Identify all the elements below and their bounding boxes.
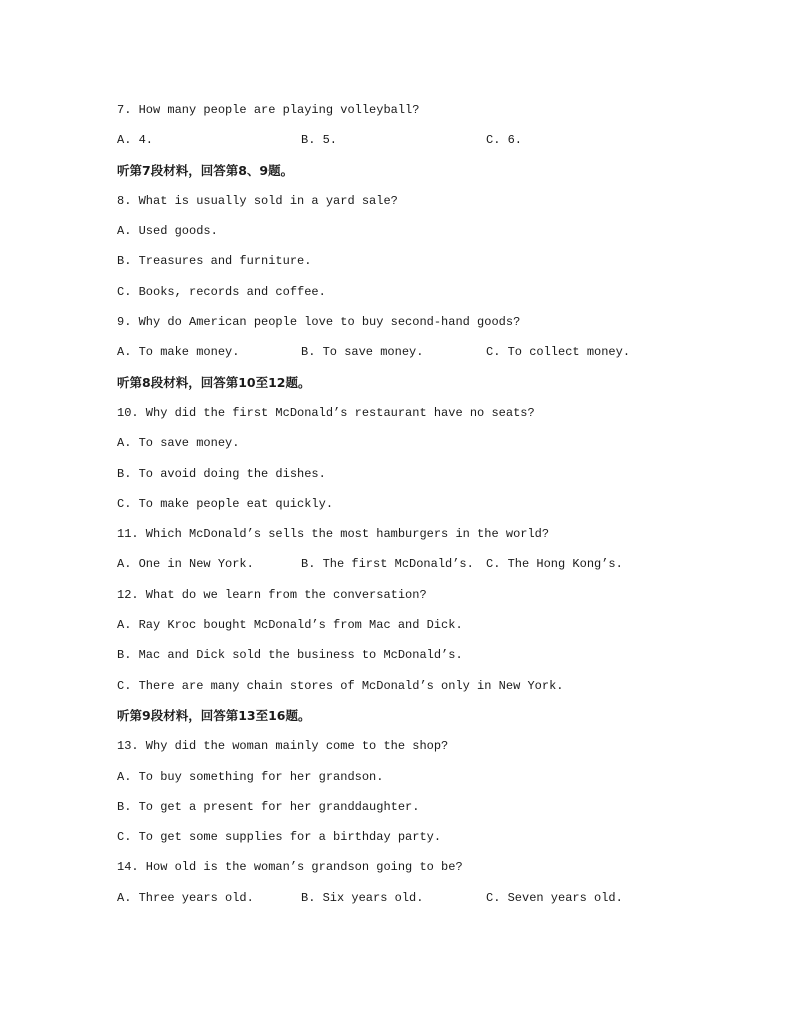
option-a: A. 4. — [117, 133, 154, 148]
question-9: 9. Why do American people love to buy second-hand goods? — [117, 315, 521, 330]
option-b: B. To save money. — [301, 345, 424, 360]
question-13: 13. Why did the woman mainly come to the shop? — [117, 739, 449, 754]
exam-page — [117, 97, 717, 915]
option-b: B. Treasures and furniture. — [117, 254, 312, 269]
option-c: C. To make people eat quickly. — [117, 496, 334, 511]
option-c: C. To collect money. — [486, 345, 631, 360]
question-11: 11. Which McDonald’s sells the most hamburgers in the world? — [117, 527, 550, 542]
option-a: A. To save money. — [117, 436, 240, 451]
section-heading-9: 听第9段材料，回答第13至16题。 — [117, 707, 311, 723]
option-c: C. To get some supplies for a birthday party. — [117, 830, 442, 845]
option-c: C. There are many chain stores of McDonald’s only in New York. — [117, 678, 564, 693]
option-c: C. The Hong Kong’s. — [486, 557, 623, 572]
question-12: 12. What do we learn from the conversation? — [117, 587, 427, 602]
option-b: B. To get a present for her granddaughter. — [117, 799, 420, 814]
question-14-options — [117, 885, 717, 915]
option-b: B. 5. — [301, 133, 338, 148]
option-a: A. Used goods. — [117, 224, 218, 239]
option-a: A. Ray Kroc bought McDonald’s from Mac and Dick. — [117, 618, 463, 633]
option-a: A. One in New York. — [117, 557, 254, 572]
section-heading-8: 听第8段材料，回答第10至12题。 — [117, 374, 311, 390]
question-11-options — [117, 551, 717, 581]
question-8: 8. What is usually sold in a yard sale? — [117, 193, 398, 208]
option-b: B. To avoid doing the dishes. — [117, 466, 326, 481]
question-7-options — [117, 127, 717, 157]
option-b: B. Six years old. — [301, 890, 424, 905]
question-10: 10. Why did the first McDonald’s restaurant have no seats? — [117, 405, 535, 420]
option-c: C. Seven years old. — [486, 890, 623, 905]
question-7: 7. How many people are playing volleyball? — [117, 103, 420, 117]
section-heading-7: 听第7段材料，回答第8、9题。 — [117, 162, 294, 178]
option-a: A. To buy something for her grandson. — [117, 769, 384, 784]
option-c: C. Books, records and coffee. — [117, 284, 326, 299]
option-c: C. 6. — [486, 133, 523, 148]
question-9-options — [117, 339, 717, 369]
question-14: 14. How old is the woman’s grandson going to be? — [117, 860, 463, 875]
option-b: B. Mac and Dick sold the business to McDonald’s. — [117, 648, 463, 663]
option-a: A. To make money. — [117, 345, 240, 360]
option-a: A. Three years old. — [117, 890, 254, 905]
option-b: B. The first McDonald’s. — [301, 557, 474, 572]
